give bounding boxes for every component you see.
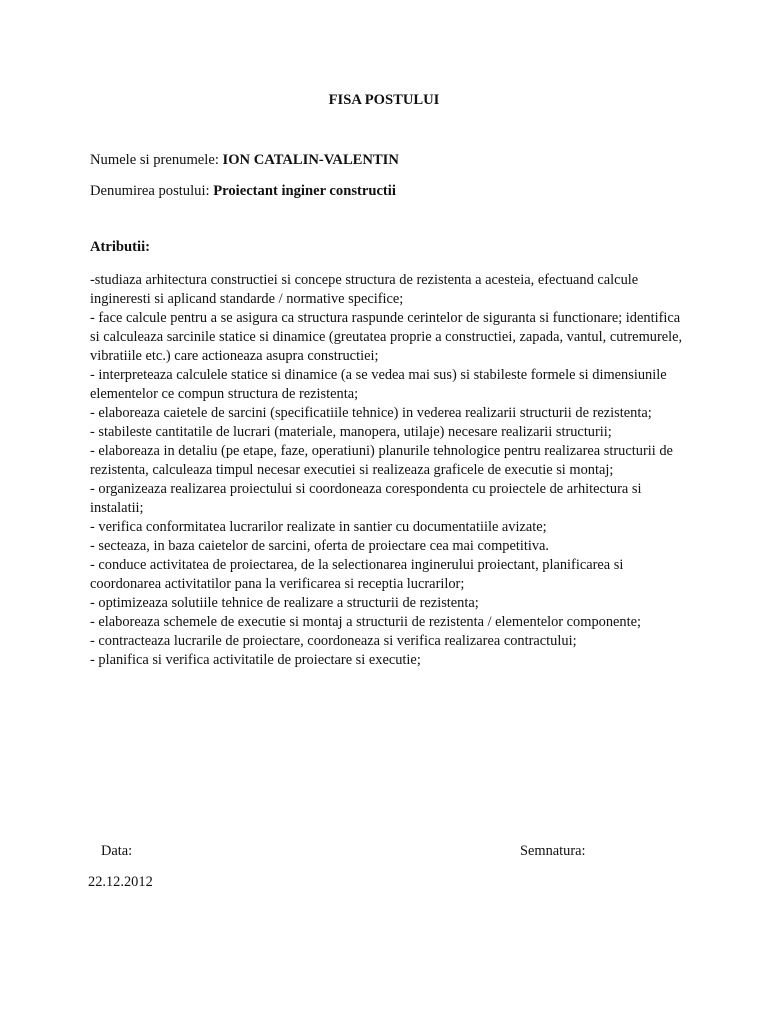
employee-name-value: ION CATALIN-VALENTIN (222, 152, 399, 168)
date-value: 22.12.2012 (88, 874, 153, 890)
employee-name-label: Numele si prenumele: (90, 152, 219, 168)
signature-label: Semnatura: (520, 843, 586, 859)
duty-item: - elaboreaza in detaliu (pe etape, faze, operatiuni) planurile tehnologice pentru realizarea structurii de rezistenta, calculeaza timpul necesar executiei si realizeaza graficele de executie si montaj; (90, 443, 673, 478)
job-title-field (90, 183, 396, 200)
duty-item: - face calcule pentru a se asigura ca structura raspunde cerintelor de siguranta si functionare; identifica si calculeaza sarcinile statice si dinamice (greutatea proprie a constructiei, zapada, vantul, cutremurele, vibratiile etc.) care actioneaza asupra constructiei; (90, 310, 683, 364)
employee-name-field (90, 152, 399, 169)
duty-item: - secteaza, in baza caietelor de sarcini, oferta de proiectare cea mai competitiva. (90, 538, 550, 554)
duty-item: - elaboreaza schemele de executie si montaj a structurii de rezistenta / elementelor componente; (90, 614, 641, 630)
duties-list (90, 271, 690, 670)
duty-item: - interpreteaza calculele statice si dinamice (a se vedea mai sus) si stabileste formele si dimensiunile elementelor ce compun structura de rezistenta; (90, 367, 667, 402)
date-label: Data: (101, 843, 133, 859)
job-title-label: Denumirea postului: (90, 183, 210, 199)
page-title: FISA POSTULUI (328, 92, 440, 108)
duty-item: - organizeaza realizarea proiectului si coordoneaza corespondenta cu proiectele de arhitectura si instalatii; (90, 481, 642, 516)
duty-item: - stabileste cantitatile de lucrari (materiale, manopera, utilaje) necesare realizarii structurii; (90, 424, 612, 440)
duty-item: - planifica si verifica activitatile de proiectare si executie; (90, 652, 421, 668)
duty-item: -studiaza arhitectura constructiei si concepe structura de rezistenta a acesteia, efectuand calcule ingineresti si aplicand standarde / normative specifice; (90, 272, 639, 307)
duty-item: - elaboreaza caietele de sarcini (specificatiile tehnice) in vederea realizarii structurii de rezistenta; (90, 405, 652, 421)
duty-item: - optimizeaza solutiile tehnice de realizare a structurii de rezistenta; (90, 595, 479, 611)
duty-item: - contracteaza lucrarile de proiectare, coordoneaza si verifica realizarea contractului; (90, 633, 577, 649)
duty-item: - verifica conformitatea lucrarilor realizate in santier cu documentatiile avizate; (90, 519, 547, 535)
duties-heading: Atributii: (90, 239, 150, 255)
job-title-value: Proiectant inginer constructii (213, 183, 396, 199)
duty-item: - conduce activitatea de proiectarea, de la selectionarea inginerului proiectant, planificarea si coordonarea activitatilor pana la verificarea si receptia lucrarilor; (90, 557, 624, 592)
